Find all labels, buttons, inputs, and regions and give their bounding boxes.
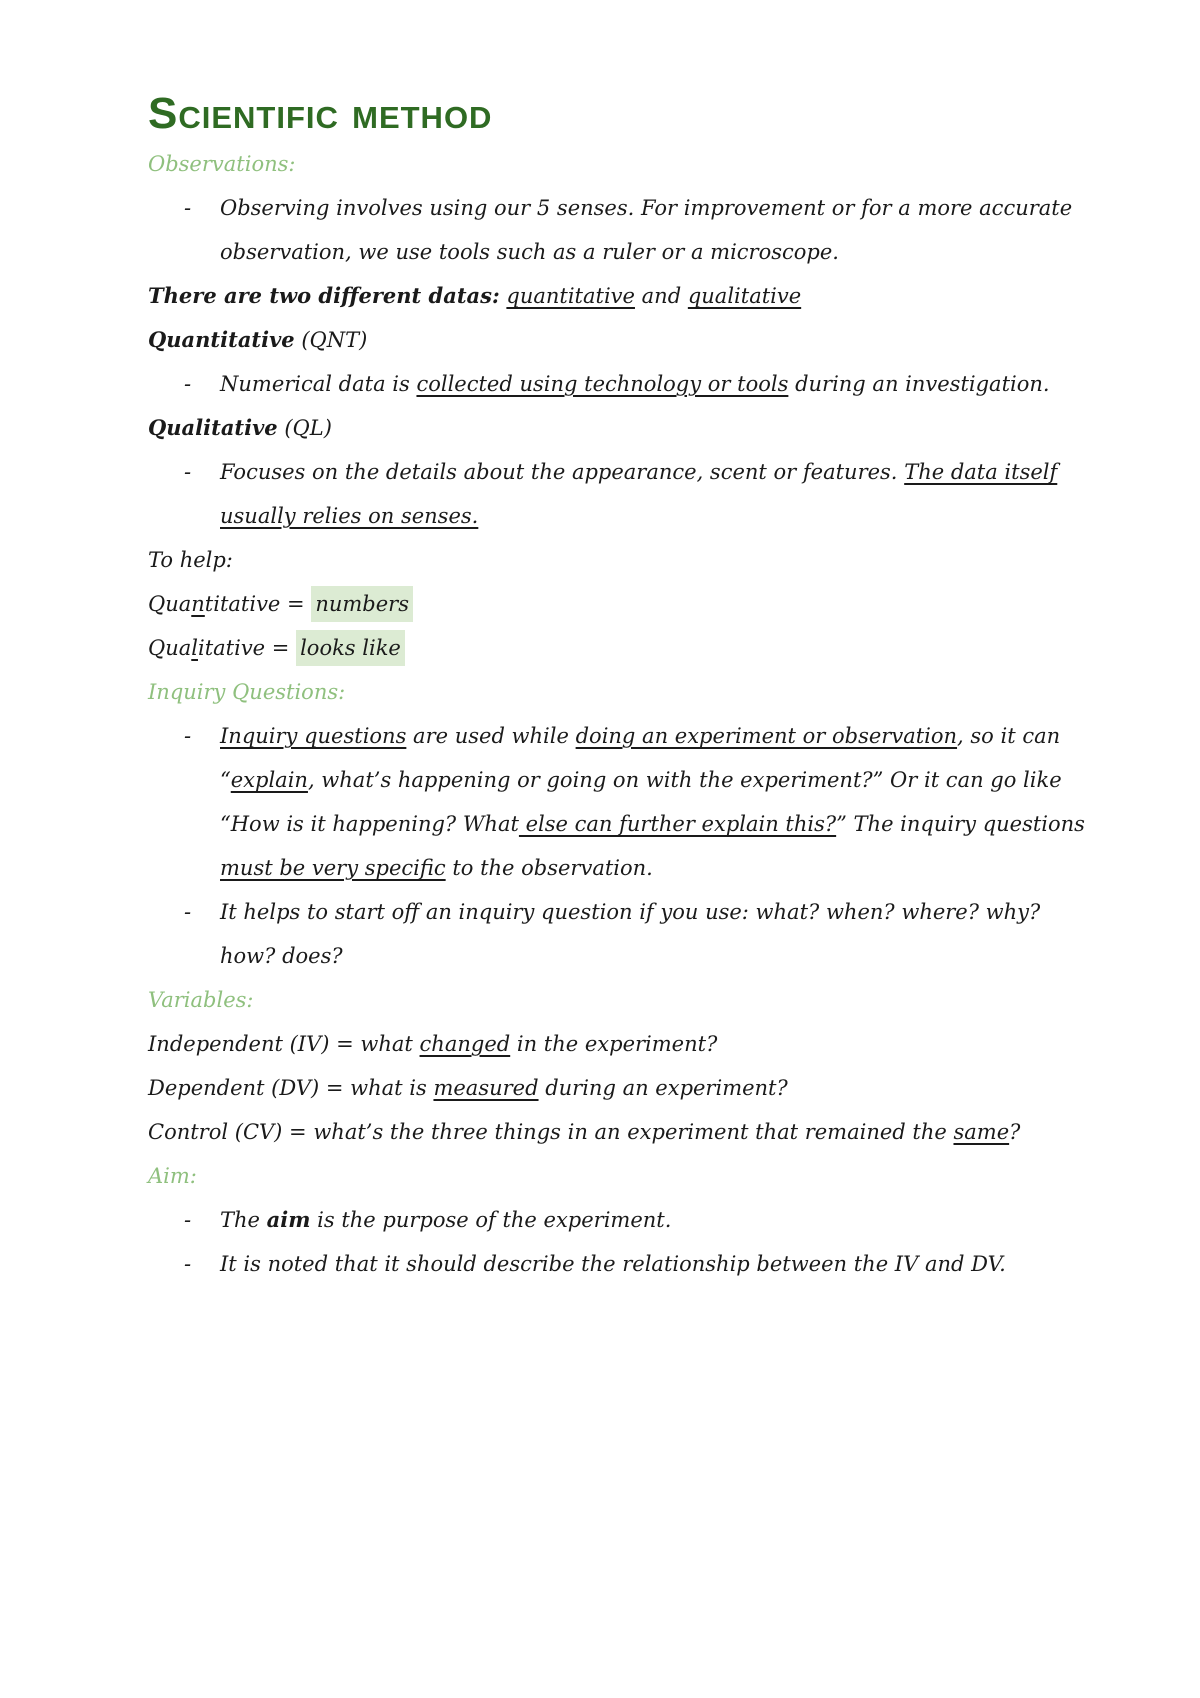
bullet-dash: - xyxy=(184,196,192,220)
observations-heading: Observations: xyxy=(148,152,296,176)
bold-text: aim xyxy=(266,1207,311,1232)
list-item xyxy=(148,186,1073,230)
list-item-continuation xyxy=(148,846,1068,890)
data-types-prefix: There are two different datas: xyxy=(148,283,500,308)
bullet-text: to the observation. xyxy=(445,856,653,880)
bullet-dash: - xyxy=(184,900,192,924)
quantitative-heading-abbr: (QNT) xyxy=(301,328,368,352)
dependent-variable-line xyxy=(148,1066,1068,1110)
bullet-text: Observing involves using our 5 senses. For improvement or for a more accurate xyxy=(220,196,1073,220)
bullet-dash: - xyxy=(184,460,192,484)
list-item xyxy=(148,714,1068,758)
underlined-text: else can further explain this? xyxy=(518,812,837,836)
bullet-text: are used while xyxy=(413,724,569,748)
bullet-text: Numerical data is xyxy=(220,372,410,396)
qualitative-term: qualitative xyxy=(687,284,802,308)
help-letter: n xyxy=(191,592,205,616)
help-letter: l xyxy=(191,636,198,660)
variable-text: in the experiment? xyxy=(516,1032,718,1056)
control-variable-line xyxy=(148,1110,1068,1154)
bullet-text: The xyxy=(220,1208,260,1232)
variable-text: Dependent (DV) = what is xyxy=(148,1076,427,1100)
list-item-continuation xyxy=(148,494,1068,538)
bullet-text: “ xyxy=(220,768,231,792)
underlined-text: Inquiry questions xyxy=(220,724,407,748)
bullet-dash: - xyxy=(184,1252,192,1276)
underlined-text: must be very specific xyxy=(220,856,446,880)
help-qualitative xyxy=(148,626,1068,670)
help-text: titative = xyxy=(204,592,305,616)
help-text: Qua xyxy=(148,636,192,660)
list-item-continuation xyxy=(148,758,1068,802)
to-help-label: To help: xyxy=(148,548,233,572)
help-text: itative = xyxy=(197,636,290,660)
bullet-text: Focuses on the details about the appearance, scent or features. xyxy=(220,460,898,484)
list-item xyxy=(148,890,1068,934)
list-item-continuation xyxy=(148,802,1085,846)
underlined-text: collected using technology or tools xyxy=(416,372,789,396)
list-item-continuation xyxy=(148,934,1068,978)
underlined-text: measured xyxy=(433,1076,539,1100)
data-types-line xyxy=(148,274,1068,318)
page-title: Scientific method xyxy=(148,89,493,138)
list-item xyxy=(148,450,1068,494)
underlined-text: doing an experiment or observation xyxy=(575,724,958,748)
highlighted-text: looks like xyxy=(296,630,405,666)
bullet-text: is the purpose of the experiment. xyxy=(317,1208,672,1232)
list-item-continuation xyxy=(148,230,1068,274)
help-quantitative xyxy=(148,582,1068,626)
aim-heading: Aim: xyxy=(148,1164,197,1188)
list-item xyxy=(148,362,1068,406)
quantitative-term: quantitative xyxy=(506,284,635,308)
quantitative-heading-bold: Quantitative xyxy=(148,327,295,352)
qualitative-heading-bold: Qualitative xyxy=(148,415,278,440)
variable-text: Control (CV) = what’s the three things in an experiment that remained the xyxy=(148,1120,947,1144)
variable-text: during an experiment? xyxy=(538,1076,788,1100)
document-content xyxy=(148,86,1085,1286)
bullet-text: , so it can xyxy=(957,724,1061,748)
bullet-text: It is noted that it should describe the relationship between the IV and DV. xyxy=(220,1252,1006,1276)
and-text: and xyxy=(641,284,682,308)
help-text: Qua xyxy=(148,592,192,616)
qualitative-heading xyxy=(148,406,1068,450)
bullet-text: during an investigation. xyxy=(795,372,1050,396)
bullet-text: observation, we use tools such as a ruler or a microscope. xyxy=(220,240,839,264)
list-item xyxy=(148,1198,1068,1242)
bullet-text: ” The inquiry questions xyxy=(836,812,1085,836)
inquiry-heading: Inquiry Questions: xyxy=(148,680,346,704)
underlined-text: explain xyxy=(230,768,308,792)
variables-heading: Variables: xyxy=(148,988,254,1012)
underlined-text: The data itself xyxy=(904,460,1058,484)
independent-variable-line xyxy=(148,1022,1068,1066)
list-item xyxy=(148,1242,1068,1286)
underlined-text: same xyxy=(953,1120,1010,1144)
bullet-text: It helps to start off an inquiry question if you use: what? when? where? why? xyxy=(220,900,1041,924)
underlined-text: changed xyxy=(419,1032,511,1056)
bullet-text: “How is it happening? What xyxy=(220,812,519,836)
highlighted-text: numbers xyxy=(311,586,413,622)
bullet-dash: - xyxy=(184,1208,192,1232)
variable-text: Independent (IV) = what xyxy=(148,1032,413,1056)
quantitative-heading xyxy=(148,318,1068,362)
bullet-text: , what’s happening or going on with the experiment?” Or it can go like xyxy=(307,768,1062,792)
bullet-dash: - xyxy=(184,372,192,396)
bullet-text: how? does? xyxy=(220,944,343,968)
underlined-text: usually relies on senses. xyxy=(220,504,479,528)
variable-text: ? xyxy=(1009,1120,1021,1144)
qualitative-heading-abbr: (QL) xyxy=(284,416,332,440)
bullet-dash: - xyxy=(184,724,192,748)
